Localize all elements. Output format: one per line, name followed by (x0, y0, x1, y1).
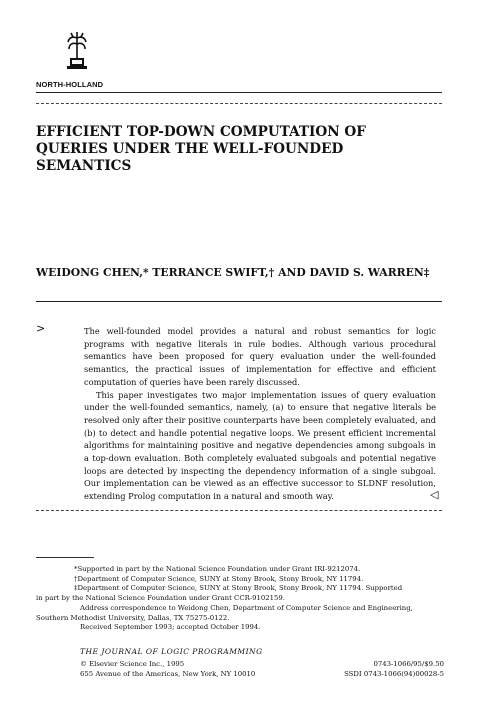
article-authors: WEIDONG CHEN,* TERRANCE SWIFT,† AND DAVID S. WARREN‡ (36, 266, 430, 279)
footnote-3: ‡Department of Computer Science, SUNY at Stony Brook, Stony Brook, NY 11794. Supported (74, 584, 403, 593)
abstract-paragraph-2: This paper investigates two major implementation issues of query evaluation under the well-founded semantics, namely, (a) to ensure that negative literals be resolved only after their positive counterparts have been completely evaluated, and (b) to detect and handle potential negative loops. We present efficient incremental algorithms for maintaining positive and negative dependencies among subgoals in a top-down evaluation. Both completely evaluated subgoals and potential negative loops are detected by inspecting the dependency information of a single subgoal. Our implementation can be viewed as an effective successor to SLDNF resolution, extending Prolog computation in a natural and smooth way. (84, 389, 436, 502)
authors-rule (36, 301, 442, 302)
abstract-start-marker: > (36, 322, 46, 335)
publisher-logo-icon (62, 28, 92, 72)
issn: 0743-1066/95/$9.50 (373, 660, 444, 668)
abstract (84, 325, 439, 503)
article-title: EFFICIENT TOP-DOWN COMPUTATION OF QUERIES UNDER THE WELL-FOUNDED SEMANTICS (36, 124, 366, 174)
abstract-end-marker: ◁ (430, 488, 439, 501)
footnote-4-continued: Southern Methodist University, Dallas, TX 75275-0122. (36, 613, 230, 622)
footnote-3-continued: in part by the National Science Foundation under Grant CCR-9102159. (36, 594, 285, 603)
copyright-row (80, 660, 444, 668)
footnote-4: Address correspondence to Weidong Chen, Department of Computer Science and Engineering, (80, 603, 413, 612)
journal-name: THE JOURNAL OF LOGIC PROGRAMMING (80, 647, 263, 656)
publisher-name: NORTH-HOLLAND (36, 80, 104, 89)
ssdi: SSDI 0743-1066(94)00028-5 (344, 670, 444, 678)
header-dashed-rule (36, 103, 442, 104)
footnotes (36, 565, 446, 633)
copyright: © Elsevier Science Inc., 1995 (80, 660, 185, 668)
publisher-address: 655 Avenue of the Americas, New York, NY 10010 (80, 670, 256, 678)
received-date: Received September 1993; accepted October 1994. (80, 623, 261, 632)
abstract-dashed-rule (36, 510, 442, 511)
footnote-rule (36, 557, 94, 558)
footnote-1: *Supported in part by the National Science Foundation under Grant IRI-9212074. (74, 565, 361, 573)
abstract-paragraph-1: The well-founded model provides a natural and robust semantics for logic programs with negative literals in rule bodies. Although various procedural semantics have been proposed for query evaluation under the well-founded semantics, the practical issues of implementation for effective and efficient computation of queries have been rarely discussed. (84, 326, 436, 387)
address-row (80, 670, 444, 678)
footnote-2: †Department of Computer Science, SUNY at Stony Brook, Stony Brook, NY 11794. (74, 574, 364, 583)
header-rule (36, 92, 442, 93)
